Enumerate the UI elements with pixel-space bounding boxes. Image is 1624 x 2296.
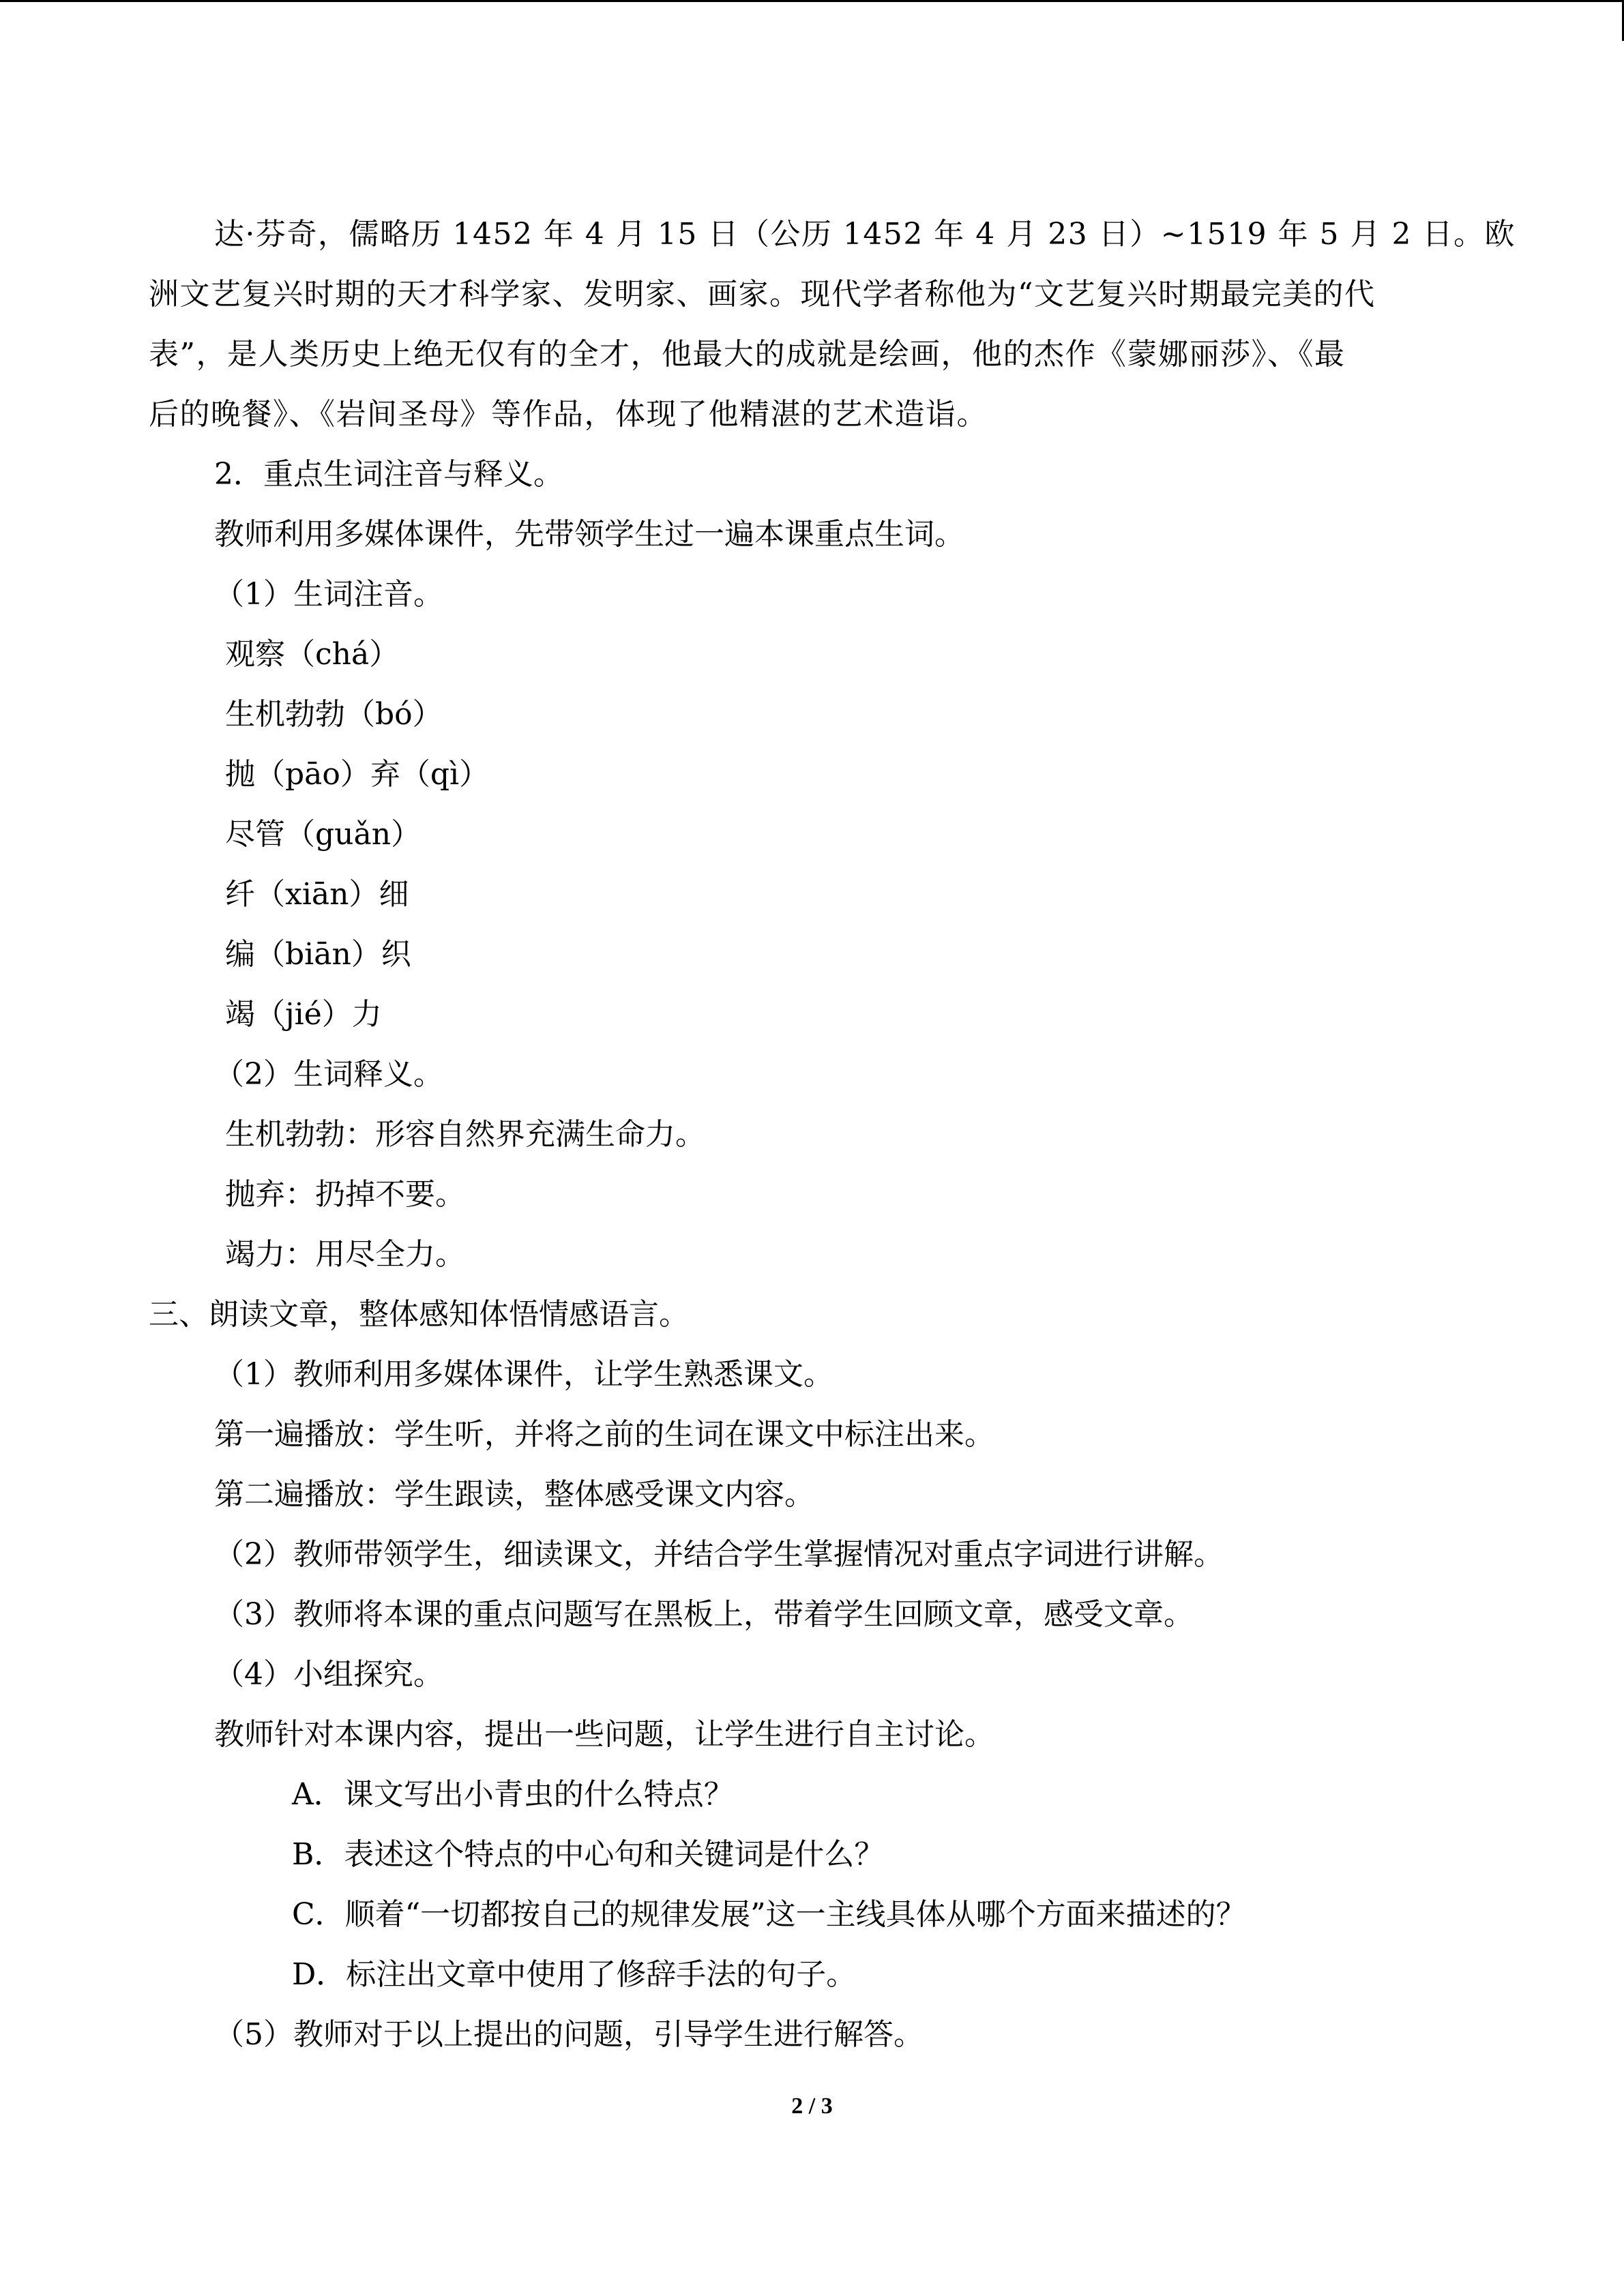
section3-play1: 第一遍播放：学生听，并将之前的生词在课文中标注出来。 [214, 1417, 994, 1452]
section3-discuss: 教师针对本课内容，提出一些问题，让学生进行自主讨论。 [214, 1717, 994, 1752]
meaning-item: 生机勃勃：形容自然界充满生命力。 [225, 1117, 705, 1152]
pinyin-item: 抛（pāo）弃（qì） [225, 757, 490, 792]
pinyin-heading: （1）生词注音。 [214, 577, 443, 612]
question-item: A．课文写出小青虫的什么特点？ [292, 1777, 734, 1812]
section3-heading: 三、朗读文章，整体感知体悟情感语言。 [149, 1297, 689, 1332]
pinyin-item: 观察（chá） [225, 637, 400, 672]
question-item: D．标注出文章中使用了修辞手法的句子。 [292, 1957, 857, 1992]
section3-step5: （5）教师对于以上提出的问题，引导学生进行解答。 [214, 2017, 924, 2052]
bio-line: 洲文艺复兴时期的天才科学家、发明家、画家。现代学者称他为“文艺复兴时期最完美的代 [149, 277, 1376, 312]
bio-line: 达·芬奇，儒略历 1452 年 4 月 15 日（公历 1452 年 4 月 23 日）~1519 年 5 月 2 日。欧 [214, 217, 1516, 252]
section3-step3: （3）教师将本课的重点问题写在黑板上，带着学生回顾文章，感受文章。 [214, 1597, 1194, 1632]
section3-step4: （4）小组探究。 [214, 1657, 443, 1692]
bio-line: 后的晚餐》、《岩间圣母》等作品，体现了他精湛的艺术造诣。 [149, 397, 988, 432]
section3-play2: 第二遍播放：学生跟读，整体感受课文内容。 [214, 1477, 814, 1512]
pinyin-item: 竭（jié）力 [225, 997, 382, 1032]
meaning-item: 竭力：用尽全力。 [225, 1237, 465, 1272]
pinyin-item: 尽管（guǎn） [225, 817, 422, 852]
document-body [149, 205, 1516, 2065]
meaning-heading: （2）生词释义。 [214, 1057, 443, 1092]
question-item: C．顺着“一切都按自己的规律发展”这一主线具体从哪个方面来描述的？ [292, 1897, 1246, 1932]
pinyin-item: 生机勃勃（bó） [225, 697, 443, 732]
page-number: 2 / 3 [791, 2093, 833, 2119]
pinyin-item: 纤（xiān）细 [225, 877, 409, 912]
section3-step2: （2）教师带领学生，细读课文，并结合学生掌握情况对重点字词进行讲解。 [214, 1537, 1224, 1572]
meaning-item: 抛弃：扔掉不要。 [225, 1177, 465, 1212]
bio-line: 表”，是人类历史上绝无仅有的全才，他最大的成就是绘画，他的杰作《蒙娜丽莎》、《最 [149, 337, 1346, 372]
section2-heading: 2．重点生词注音与释义。 [214, 457, 563, 492]
section3-step1: （1）教师利用多媒体课件，让学生熟悉课文。 [214, 1357, 833, 1392]
pinyin-item: 编（biān）织 [225, 937, 411, 972]
top-border-line [0, 0, 1624, 2]
section2-intro: 教师利用多媒体课件，先带领学生过一遍本课重点生词。 [214, 517, 964, 552]
question-item: B．表述这个特点的中心句和关键词是什么？ [292, 1837, 885, 1872]
